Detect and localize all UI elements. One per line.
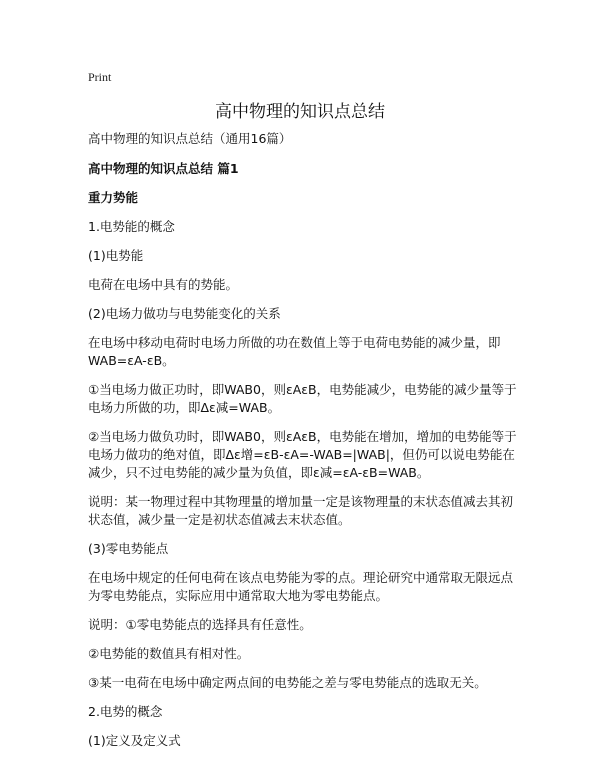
paragraph: (1)定义及定义式	[88, 733, 181, 748]
section-heading: 高中物理的知识点总结 篇1	[88, 161, 239, 176]
paragraph: 高中物理的知识点总结（通用16篇）	[88, 131, 292, 146]
print-link[interactable]: Print	[88, 70, 112, 84]
article-body	[88, 130, 518, 761]
paragraph: ①当电场力做正功时，即WAB0，则εAεB，电势能减少，电势能的减少量等于电场力所做的功，即Δε减=WAB。	[88, 382, 517, 415]
paragraph: 在电场中规定的任何电荷在该点电势能为零的点。理论研究中通常取无限远点为零电势能点，实际应用中通常取大地为零电势能点。	[88, 570, 514, 603]
page-title: 高中物理的知识点总结	[215, 102, 385, 122]
paragraph: ③某一电荷在电场中确定两点间的电势能之差与零电势能点的选取无关。	[88, 675, 487, 690]
paragraph: 在电场中移动电荷时电场力所做的功在数值上等于电荷电势能的减少量，即WAB=εA-εB。	[88, 335, 501, 368]
paragraph: (1)电势能	[88, 248, 144, 263]
paragraph: ②电势能的数值具有相对性。	[88, 646, 250, 661]
paragraph: 说明：某一物理过程中其物理量的增加量一定是该物理量的末状态值减去其初状态值，减少量一定是初状态值减去末状态值。	[88, 494, 514, 527]
paragraph: (3)零电势能点	[88, 541, 169, 556]
paragraph: (2)电场力做功与电势能变化的关系	[88, 306, 281, 321]
paragraph: 电荷在电场中具有的势能。	[88, 277, 239, 292]
paragraph: 说明：①零电势能点的选择具有任意性。	[88, 617, 312, 632]
paragraph: 1.电势能的概念	[88, 219, 175, 234]
paragraph: 2.电势的概念	[88, 704, 163, 719]
paragraph: ②当电场力做负功时，即WAB0，则εAεB，电势能在增加，增加的电势能等于电场力做功的绝对值，即Δε增=εB-εA=-WAB=|WAB|，但仍可以说电势能在减少，只不过电势能的减少量为负值，即ε减=εA-εB=WAB。	[88, 429, 517, 480]
section-heading: 重力势能	[88, 190, 139, 205]
